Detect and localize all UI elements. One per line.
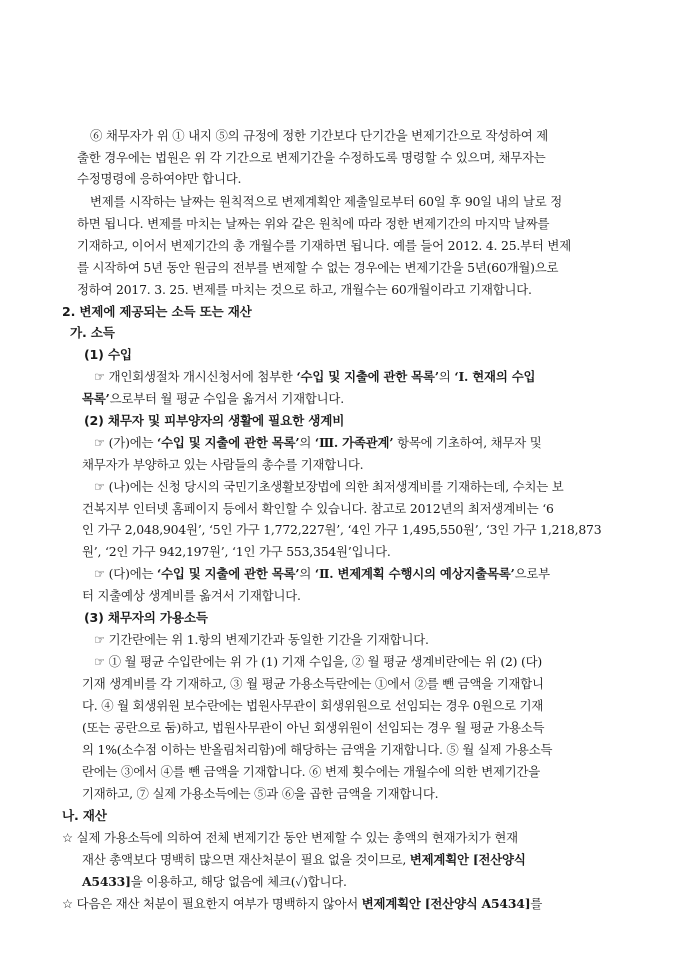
living-b-line3: 인 가구 2,048,904원’, ‘5인 가구 1,772,227원’, ‘4인 가구 1,495,550원’, ‘3인 가구 1,218,873: [82, 522, 602, 537]
living-b-line4: 원’, ‘2인 가구 942,197원’, ‘1인 가구 553,354원’입니다.: [82, 544, 391, 559]
section-na-title: 나. 재산: [62, 808, 107, 823]
income-heading: (1) 수입: [84, 347, 132, 362]
living-c-line2: 터 지출예상 생계비를 옮겨서 기재합니다.: [82, 588, 301, 603]
income-line1: ☞ 개인회생절차 개시신청서에 첨부한 ‘수입 및 지출에 관한 목록’의 ‘Ⅰ. 현재의 수입: [94, 369, 536, 384]
disposable-line5: (또는 공란으로 둠)하고, 법원사무관이 아닌 회생위원이 선임되는 경우 월 평균 가용소득: [82, 720, 545, 735]
property-p1-line3: A5433]을 이용하고, 해당 없음에 체크(✓)합니다.: [82, 874, 347, 889]
disposable-line2: ☞ ① 월 평균 수입란에는 위 가 (1) 기재 수입을, ② 월 평균 생계비란에는 위 (2) (다): [94, 654, 543, 669]
living-a-line2: 채무자가 부양하고 있는 사람들의 총수를 기재합니다.: [82, 457, 364, 472]
living-a-line1: ☞ (가)에는 ‘수입 및 지출에 관한 목록’의 ‘Ⅲ. 가족관계’ 항목에 기초하여, 채무자 및: [94, 435, 542, 450]
living-b-line2: 건복지부 인터넷 홈페이지 등에서 확인할 수 있습니다. 참고로 2012년의 최저생계비는 ‘6: [82, 501, 554, 516]
para-start-line4: 를 시작하여 5년 동안 원금의 전부를 변제할 수 없는 경우에는 변제기간을 5년(60개월)으로: [77, 260, 559, 275]
para6-line2: 출한 경우에는 법원은 위 각 기간으로 변제기간을 수정하도록 명령할 수 있으며, 채무자는: [77, 150, 546, 165]
pointing-hand-icon: ☞: [94, 654, 105, 669]
para-start-line1: 변제를 시작하는 날짜는 원칙적으로 변제계획안 제출일로부터 60일 후 90일 내의 날로 정: [90, 194, 563, 209]
pointing-hand-icon: ☞: [94, 566, 105, 581]
para-start-line2: 하면 됩니다. 변제를 마치는 날짜는 위와 같은 원칙에 따라 정한 변제기간의 마지막 날짜를: [77, 216, 550, 231]
pointing-hand-icon: ☞: [94, 632, 105, 647]
star-outline-icon: ☆: [62, 896, 73, 911]
section-ga-title: 가. 소득: [70, 325, 115, 340]
disposable-line7: 란에는 ③에서 ④를 뺀 금액을 기재합니다. ⑥ 변제 횟수에는 개월수에 의한 변제기간을: [82, 764, 541, 779]
property-p1-line2: 재산 총액보다 명백히 많으면 재산처분이 필요 없을 것이므로, 변제계획안 [전산양식: [82, 852, 526, 867]
pointing-hand-icon: ☞: [94, 435, 105, 450]
income-line2: 목록’으로부터 월 평균 수입을 옮겨서 기재합니다.: [82, 391, 344, 406]
living-b-line1: ☞ (나)에는 신청 당시의 국민기초생활보장법에 의한 최저생계비를 기재하는데, 수치는 보: [94, 479, 564, 494]
para6-line1: ⑥ 채무자가 위 ① 내지 ⑤의 규정에 정한 기간보다 단기간을 변제기간으로 작성하여 제: [90, 128, 549, 143]
para-start-line3: 기재하고, 이어서 변제기간의 총 개월수를 기재하면 됩니다. 예를 들어 2012. 4. 25.부터 변제: [77, 238, 571, 253]
disposable-line8: 기재하고, ⑦ 실제 가용소득에는 ⑤과 ⑥을 곱한 금액을 기재합니다.: [82, 786, 439, 801]
star-outline-icon: ☆: [62, 830, 73, 845]
para-start-line5: 정하여 2017. 3. 25. 변제를 마치는 것으로 하고, 개월수는 60개월이라고 기재합니다.: [77, 282, 532, 297]
property-p1-line1: ☆ 실제 가용소득에 의하여 전체 변제기간 동안 변제할 수 있는 총액의 현재가치가 현재: [62, 830, 518, 845]
property-p2-line1: ☆ 다음은 재산 처분이 필요한지 여부가 명백하지 않아서 변제계획안 [전산양식 A5434]를: [62, 896, 543, 911]
disposable-income-heading: (3) 채무자의 가용소득: [84, 610, 208, 625]
pointing-hand-icon: ☞: [94, 479, 105, 494]
disposable-line4: 다. ④ 월 회생위원 보수란에는 법원사무관이 회생위원으로 선임되는 경우 0원으로 기재: [82, 698, 544, 713]
disposable-line1: ☞ 기간란에는 위 1.항의 변제기간과 동일한 기간을 기재합니다.: [94, 632, 429, 647]
disposable-line6: 의 1%(소수점 이하는 반올림처리함)에 해당하는 금액을 기재합니다. ⑤ 월 실제 가용소득: [82, 742, 553, 757]
disposable-line3: 기재 생계비를 각 기재하고, ③ 월 평균 가용소득란에는 ①에서 ②를 뺀 금액을 기재합니: [82, 676, 544, 691]
living-c-line1: ☞ (다)에는 ‘수입 및 지출에 관한 목록’의 ‘Ⅱ. 변제계획 수행시의 예상지출목록’으로부: [94, 566, 550, 581]
pointing-hand-icon: ☞: [94, 369, 105, 384]
section2-title: 2. 변제에 제공되는 소득 또는 재산: [62, 304, 252, 319]
para6-line3: 수정명령에 응하여야만 합니다.: [77, 171, 242, 186]
living-cost-heading: (2) 채무자 및 피부양자의 생활에 필요한 생계비: [84, 413, 345, 428]
